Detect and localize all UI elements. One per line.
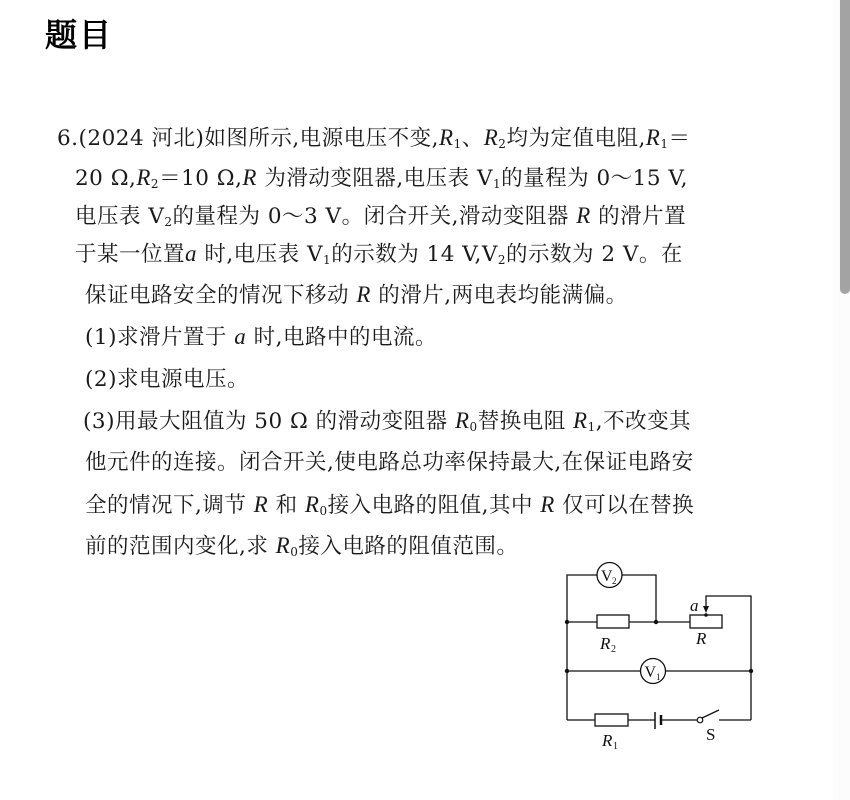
switch-label: S: [706, 725, 716, 744]
sub-question-2: (2)求电源电压。: [85, 367, 249, 392]
r2-label: R: [600, 634, 611, 653]
problem-line: 前的范围内变化,求 $R_0$接入电路的阻值范围。: [85, 533, 519, 559]
page-title: 题目: [45, 16, 114, 54]
r1-label-sub: 1: [613, 741, 618, 752]
slider-arrow-icon: [703, 606, 709, 613]
junction-dot: [654, 620, 658, 624]
voltmeter-v2: [597, 563, 622, 588]
problem-line: 他元件的连接。闭合开关,使电路总功率保持最大,在保证电路安: [85, 450, 694, 475]
switch-blade: [702, 710, 719, 718]
r2-label-sub: 2: [611, 644, 616, 655]
problem-line: 于某一位置a 时,电压表 $V_1$的示数为 14 $V,V_2$的示数为 2 V。在: [75, 241, 683, 267]
resistor-R2-body: [597, 615, 629, 628]
svg-text:V: V: [644, 664, 657, 681]
svg-text:1: 1: [656, 672, 661, 682]
a-label: a: [690, 596, 699, 615]
scrollbar-thumb[interactable]: [840, 0, 850, 294]
r-label: R: [696, 629, 707, 648]
junction-dot: [749, 669, 753, 673]
svg-text:V: V: [601, 568, 613, 585]
problem-line: 6.(2024 河北)如图所示,电源电压不变$,R_1$、$R_2$均为定值电阻$,R_1=$: [57, 125, 691, 151]
voltmeter-v1: [641, 659, 666, 684]
problem-line: 全的情况下,调节 R 和 $R_0$接入电路的阻值,其中 R 仅可以在替换: [85, 492, 695, 518]
junction-dot: [565, 669, 569, 673]
circuit-diagram: [555, 560, 765, 760]
problem-line: 电压表 $V_2$的量程为 0～3 V。闭合开关,滑动变阻器 R 的滑片置: [75, 203, 687, 229]
problem-line: 20 $\Omega,R_2=10$ Ω,R 为滑动变阻器,电压表 $V_1$的量程为 0～15 V,: [75, 165, 688, 191]
switch-pivot: [697, 717, 703, 723]
r1-label: R: [602, 731, 613, 750]
problem-line: 保证电路安全的情况下移动 R 的滑片,两电表均能满偏。: [85, 282, 628, 308]
wire: [567, 575, 597, 622]
junction-dot: [565, 620, 569, 624]
svg-text:2: 2: [612, 576, 617, 586]
resistor-R1-body: [595, 714, 628, 726]
rheostat-R-body: [690, 615, 722, 628]
sub-question-3: (3)用最大阻值为 50 Ω 的滑动变阻器 $R_0$替换电阻 $R_1$,不改变其: [83, 408, 692, 434]
sub-question-1: (1)求滑片置于 a 时,电路中的电流。: [85, 324, 437, 350]
